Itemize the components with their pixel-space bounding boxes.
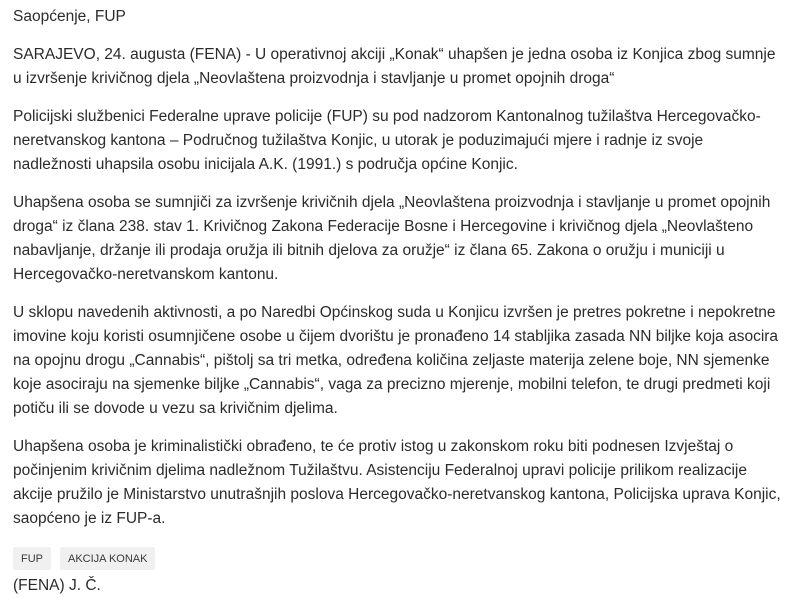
tag-fup[interactable]: FUP [13, 547, 51, 570]
article-paragraph: Policijski službenici Federalne uprave policije (FUP) su pod nadzorom Kantonalnog tužilaštva Hercegovačko-neretvanskog kantona – Područnog tužilaštva Konjic, u utorak je poduzimajući mjere i radnje iz svoje nadležnosti uhapsila osobu inicijala A.K. (1991.) s područja općine Konjic. [13, 108, 761, 173]
article-paragraph: U sklopu navedenih aktivnosti, a po Naredbi Općinskog suda u Konjicu izvršen je pretres pokretne i nepokretne imovine koju koristi osumnjičene osobe u čijem dvorištu je pronađeno 14 stabljika zasada NN biljke koja asocira na opojnu drogu „Cannabis“, pištolj sa tri metka, određena količina zeljaste materija zelene boje, NN sjemenke koje asociraju na sjemenke biljke „Cannabis“, vaga za precizno mjerenje, mobilni telefon, te drugi predmeti koji potiču ili se dovode u vezu sa krivičnim djelima. [13, 304, 779, 417]
article-lead-paragraph: SARAJEVO, 24. augusta (FENA) - U operativnoj akciji „Konak“ uhapšen je jedna osoba iz Konjica zbog sumnje u izvršenje krivičnog djela „Neovlaštena proizvodnja i stavljanje u promet opojnih droga“ [13, 46, 776, 87]
article-source: Saopćenje, FUP [13, 8, 126, 25]
tag-list [13, 547, 781, 570]
tag-akcija-konak[interactable]: AKCIJA KONAK [60, 547, 155, 570]
article-signature: (FENA) J. Č. [13, 577, 101, 594]
article-paragraph: Uhapšena osoba je kriminalistički obrađeno, te će protiv istog u zakonskom roku biti podnesen Izvještaj o počinjenim krivičnim djelima nadležnom Tužilaštvu. Asistenciju Federalnoj upravi policije prilikom realizacije akcije pružilo je Ministarstvo unutrašnjih poslova Hercegovačko-neretvanskog kantona, Policijska uprava Konjic, saopćeno je iz FUP-a. [13, 438, 781, 527]
article-paragraph: Uhapšena osoba se sumnjiči za izvršenje krivičnih djela „Neovlaštena proizvodnja i stavljanje u promet opojnih droga“ iz člana 238. stav 1. Krivičnog Zakona Federacije Bosne i Hercegovine i krivičnog djela „Neovlašteno nabavljanje, držanje ili prodaja oružja ili bitnih djelova za oružje“ iz člana 65. Zakona o oružju i municiji u Hercegovačko-neretvanskom kantonu. [13, 194, 771, 283]
